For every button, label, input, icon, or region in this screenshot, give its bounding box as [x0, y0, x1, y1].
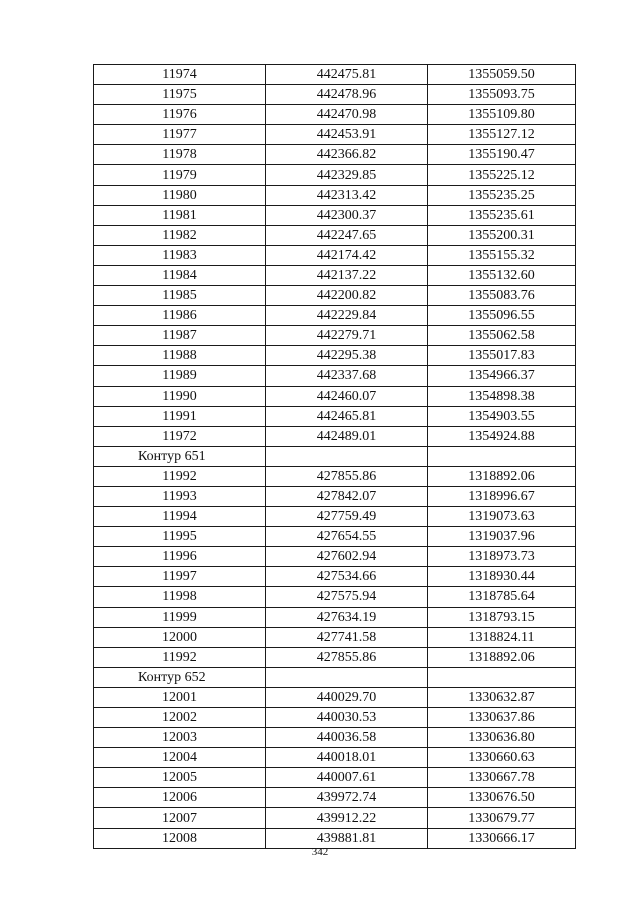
point-number-cell: 11993 — [94, 486, 266, 506]
table-row — [94, 165, 576, 185]
y-coordinate-cell: 1330667.78 — [428, 768, 576, 788]
point-number-cell: 11989 — [94, 366, 266, 386]
table-row — [94, 145, 576, 165]
point-number-cell: 11996 — [94, 547, 266, 567]
x-coordinate-cell: 427855.86 — [266, 466, 428, 486]
x-coordinate-cell: 442470.98 — [266, 105, 428, 125]
empty-cell — [428, 446, 576, 466]
contour-label: Контур 652 — [94, 667, 266, 687]
point-number-cell: 11991 — [94, 406, 266, 426]
table-row — [94, 105, 576, 125]
x-coordinate-cell: 427575.94 — [266, 587, 428, 607]
x-coordinate-cell: 442279.71 — [266, 326, 428, 346]
table-row — [94, 466, 576, 486]
table-row — [94, 205, 576, 225]
x-coordinate-cell: 440007.61 — [266, 768, 428, 788]
x-coordinate-cell: 442329.85 — [266, 165, 428, 185]
point-number-cell: 11985 — [94, 286, 266, 306]
table-row — [94, 286, 576, 306]
table-row — [94, 125, 576, 145]
point-number-cell: 11974 — [94, 65, 266, 85]
x-coordinate-cell: 440018.01 — [266, 748, 428, 768]
x-coordinate-cell: 442247.65 — [266, 225, 428, 245]
table-row — [94, 225, 576, 245]
table-row — [94, 647, 576, 667]
contour-header-row — [94, 667, 576, 687]
coordinates-table-body — [94, 65, 576, 849]
x-coordinate-cell: 442337.68 — [266, 366, 428, 386]
table-row — [94, 627, 576, 647]
y-coordinate-cell: 1354924.88 — [428, 426, 576, 446]
table-row — [94, 507, 576, 527]
x-coordinate-cell: 442200.82 — [266, 286, 428, 306]
point-number-cell: 12006 — [94, 788, 266, 808]
point-number-cell: 11978 — [94, 145, 266, 165]
table-row — [94, 306, 576, 326]
y-coordinate-cell: 1330632.87 — [428, 687, 576, 707]
table-row — [94, 85, 576, 105]
table-row — [94, 547, 576, 567]
y-coordinate-cell: 1319037.96 — [428, 527, 576, 547]
x-coordinate-cell: 427842.07 — [266, 486, 428, 506]
point-number-cell: 11992 — [94, 647, 266, 667]
x-coordinate-cell: 439912.22 — [266, 808, 428, 828]
y-coordinate-cell: 1355096.55 — [428, 306, 576, 326]
y-coordinate-cell: 1355017.83 — [428, 346, 576, 366]
x-coordinate-cell: 442475.81 — [266, 65, 428, 85]
x-coordinate-cell: 427741.58 — [266, 627, 428, 647]
y-coordinate-cell: 1318973.73 — [428, 547, 576, 567]
x-coordinate-cell: 442460.07 — [266, 386, 428, 406]
point-number-cell: 11977 — [94, 125, 266, 145]
y-coordinate-cell: 1318785.64 — [428, 587, 576, 607]
table-row — [94, 406, 576, 426]
table-row — [94, 346, 576, 366]
table-row — [94, 728, 576, 748]
x-coordinate-cell: 442489.01 — [266, 426, 428, 446]
table-row — [94, 768, 576, 788]
table-row — [94, 185, 576, 205]
x-coordinate-cell: 442313.42 — [266, 185, 428, 205]
table-row — [94, 426, 576, 446]
y-coordinate-cell: 1355093.75 — [428, 85, 576, 105]
point-number-cell: 11999 — [94, 607, 266, 627]
table-row — [94, 808, 576, 828]
y-coordinate-cell: 1318793.15 — [428, 607, 576, 627]
y-coordinate-cell: 1330666.17 — [428, 828, 576, 848]
x-coordinate-cell: 442295.38 — [266, 346, 428, 366]
table-row — [94, 607, 576, 627]
x-coordinate-cell: 427534.66 — [266, 567, 428, 587]
contour-label: Контур 651 — [94, 446, 266, 466]
y-coordinate-cell: 1355062.58 — [428, 326, 576, 346]
table-row — [94, 486, 576, 506]
point-number-cell: 11981 — [94, 205, 266, 225]
table-row — [94, 386, 576, 406]
point-number-cell: 12007 — [94, 808, 266, 828]
y-coordinate-cell: 1318824.11 — [428, 627, 576, 647]
y-coordinate-cell: 1330637.86 — [428, 708, 576, 728]
point-number-cell: 11982 — [94, 225, 266, 245]
coordinates-table — [93, 64, 576, 849]
x-coordinate-cell: 427634.19 — [266, 607, 428, 627]
y-coordinate-cell: 1330660.63 — [428, 748, 576, 768]
point-number-cell: 11986 — [94, 306, 266, 326]
x-coordinate-cell: 440036.58 — [266, 728, 428, 748]
table-row — [94, 708, 576, 728]
table-row — [94, 326, 576, 346]
x-coordinate-cell: 440029.70 — [266, 687, 428, 707]
x-coordinate-cell: 442478.96 — [266, 85, 428, 105]
x-coordinate-cell: 442465.81 — [266, 406, 428, 426]
point-number-cell: 11997 — [94, 567, 266, 587]
x-coordinate-cell: 442453.91 — [266, 125, 428, 145]
y-coordinate-cell: 1330679.77 — [428, 808, 576, 828]
point-number-cell: 11976 — [94, 105, 266, 125]
x-coordinate-cell: 427855.86 — [266, 647, 428, 667]
x-coordinate-cell: 442300.37 — [266, 205, 428, 225]
y-coordinate-cell: 1318892.06 — [428, 647, 576, 667]
x-coordinate-cell: 427654.55 — [266, 527, 428, 547]
table-row — [94, 687, 576, 707]
point-number-cell: 11984 — [94, 265, 266, 285]
point-number-cell: 11988 — [94, 346, 266, 366]
x-coordinate-cell: 427759.49 — [266, 507, 428, 527]
x-coordinate-cell: 442366.82 — [266, 145, 428, 165]
point-number-cell: 12004 — [94, 748, 266, 768]
point-number-cell: 12008 — [94, 828, 266, 848]
table-row — [94, 587, 576, 607]
point-number-cell: 11975 — [94, 85, 266, 105]
y-coordinate-cell: 1318996.67 — [428, 486, 576, 506]
point-number-cell: 11990 — [94, 386, 266, 406]
empty-cell — [428, 667, 576, 687]
point-number-cell: 11994 — [94, 507, 266, 527]
table-row — [94, 527, 576, 547]
x-coordinate-cell: 439972.74 — [266, 788, 428, 808]
table-row — [94, 788, 576, 808]
table-row — [94, 567, 576, 587]
table-row — [94, 265, 576, 285]
point-number-cell: 11987 — [94, 326, 266, 346]
x-coordinate-cell: 439881.81 — [266, 828, 428, 848]
point-number-cell: 11998 — [94, 587, 266, 607]
y-coordinate-cell: 1318892.06 — [428, 466, 576, 486]
y-coordinate-cell: 1355109.80 — [428, 105, 576, 125]
point-number-cell: 11995 — [94, 527, 266, 547]
y-coordinate-cell: 1355200.31 — [428, 225, 576, 245]
x-coordinate-cell: 442174.42 — [266, 245, 428, 265]
y-coordinate-cell: 1355155.32 — [428, 245, 576, 265]
table-row — [94, 366, 576, 386]
x-coordinate-cell: 442137.22 — [266, 265, 428, 285]
point-number-cell: 11979 — [94, 165, 266, 185]
x-coordinate-cell: 440030.53 — [266, 708, 428, 728]
y-coordinate-cell: 1318930.44 — [428, 567, 576, 587]
point-number-cell: 12000 — [94, 627, 266, 647]
y-coordinate-cell: 1354966.37 — [428, 366, 576, 386]
table-row — [94, 65, 576, 85]
empty-cell — [266, 667, 428, 687]
point-number-cell: 12002 — [94, 708, 266, 728]
y-coordinate-cell: 1330676.50 — [428, 788, 576, 808]
y-coordinate-cell: 1355127.12 — [428, 125, 576, 145]
y-coordinate-cell: 1354903.55 — [428, 406, 576, 426]
y-coordinate-cell: 1354898.38 — [428, 386, 576, 406]
table-row — [94, 748, 576, 768]
y-coordinate-cell: 1330636.80 — [428, 728, 576, 748]
y-coordinate-cell: 1355059.50 — [428, 65, 576, 85]
empty-cell — [266, 446, 428, 466]
table-row — [94, 245, 576, 265]
x-coordinate-cell: 427602.94 — [266, 547, 428, 567]
y-coordinate-cell: 1355132.60 — [428, 265, 576, 285]
point-number-cell: 12001 — [94, 687, 266, 707]
point-number-cell: 12005 — [94, 768, 266, 788]
point-number-cell: 12003 — [94, 728, 266, 748]
y-coordinate-cell: 1355235.25 — [428, 185, 576, 205]
x-coordinate-cell: 442229.84 — [266, 306, 428, 326]
y-coordinate-cell: 1355083.76 — [428, 286, 576, 306]
point-number-cell: 11992 — [94, 466, 266, 486]
point-number-cell: 11980 — [94, 185, 266, 205]
point-number-cell: 11983 — [94, 245, 266, 265]
y-coordinate-cell: 1355225.12 — [428, 165, 576, 185]
point-number-cell: 11972 — [94, 426, 266, 446]
y-coordinate-cell: 1355190.47 — [428, 145, 576, 165]
contour-header-row — [94, 446, 576, 466]
y-coordinate-cell: 1319073.63 — [428, 507, 576, 527]
page-number: 342 — [311, 846, 329, 858]
y-coordinate-cell: 1355235.61 — [428, 205, 576, 225]
